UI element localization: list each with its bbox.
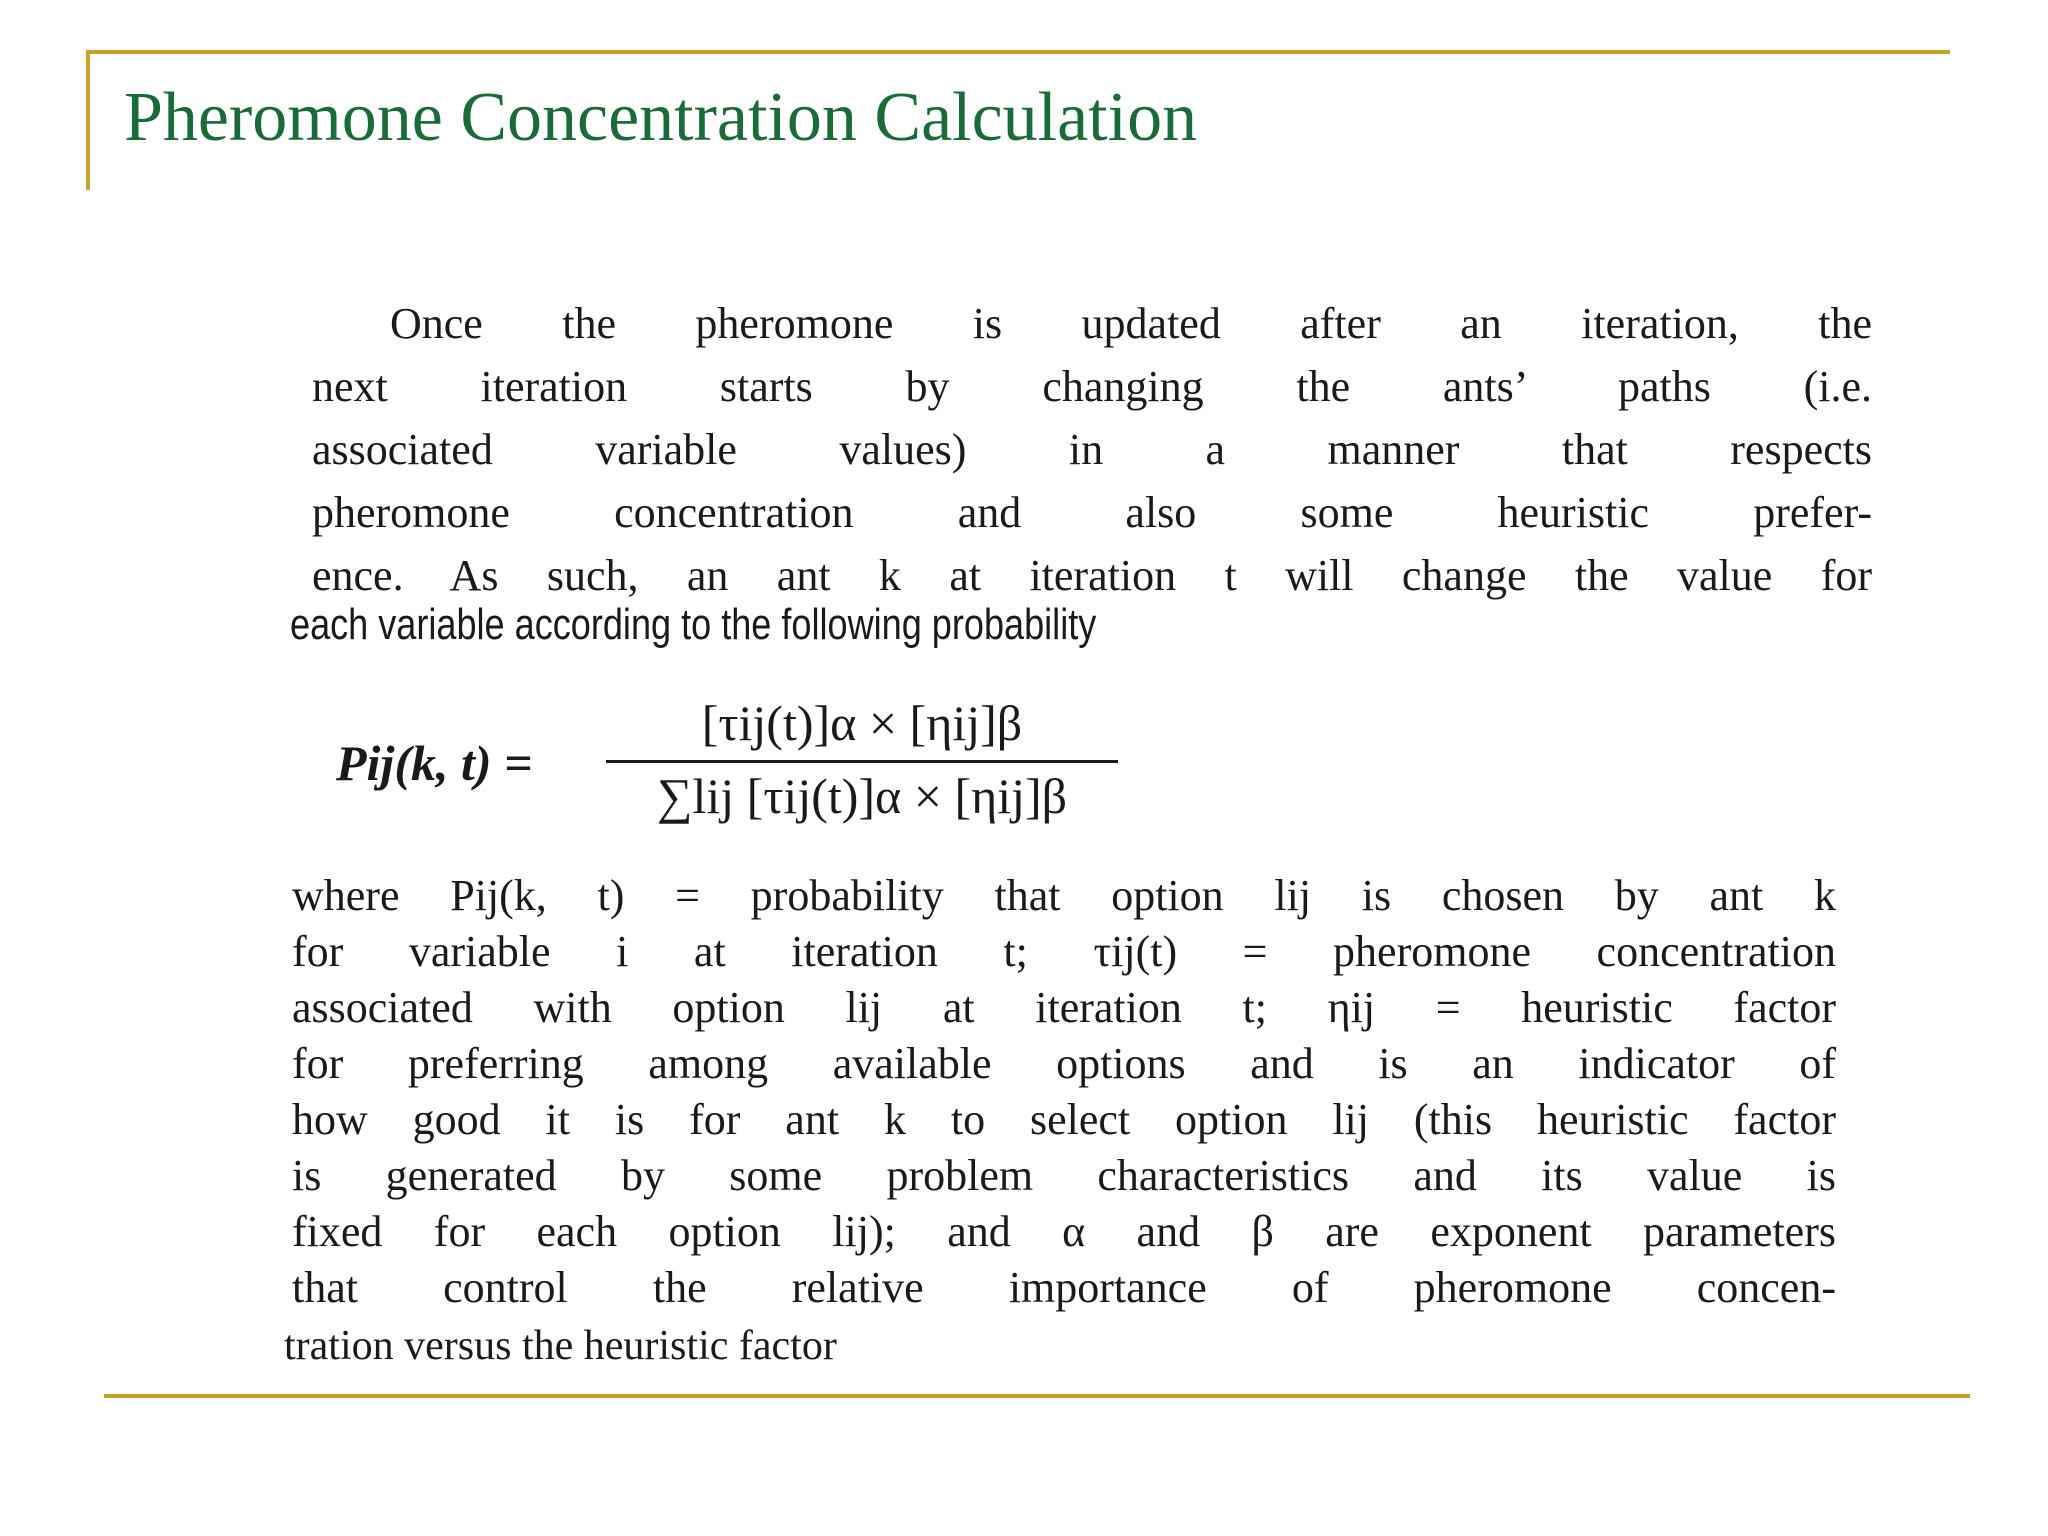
text-line: where Pij(k, t) = probability that option lij is chosen by ant k — [292, 871, 1836, 920]
paragraph-intro — [312, 292, 1872, 607]
text-line: pheromone concentration and also some heuristic prefer- — [312, 488, 1872, 537]
formula-fraction — [606, 694, 1118, 825]
text-line: that control the relative importance of pheromone concen- — [292, 1263, 1836, 1312]
text-line: next iteration starts by changing the ants’ paths (i.e. — [312, 362, 1872, 411]
formula-denominator: ∑lij [τij(t)]α × [ηij]β — [656, 768, 1068, 824]
left-rule — [86, 50, 90, 190]
text-line: for preferring among available options and is an indicator of — [292, 1039, 1836, 1088]
paragraph-definitions — [292, 868, 1836, 1316]
text-line: associated with option lij at iteration t; ηij = heuristic factor — [292, 983, 1836, 1032]
text-line: fixed for each option lij); and α and β are exponent parameters — [292, 1207, 1836, 1256]
formula-lhs: Pij(k, t) = — [336, 735, 533, 791]
bottom-rule — [104, 1394, 1970, 1398]
paragraph-definitions-tail: tration versus the heuristic factor — [284, 1323, 837, 1369]
formula-numerator: [τij(t)]α × [ηij]β — [701, 695, 1023, 751]
text-line: for variable i at iteration t; τij(t) = pheromone concentration — [292, 927, 1836, 976]
text-line: ence. As such, an ant k at iteration t will change the value for — [312, 551, 1872, 600]
text-line: is generated by some problem characteristics and its value is — [292, 1151, 1836, 1200]
slide-title: Pheromone Concentration Calculation — [124, 79, 1198, 156]
fraction-bar — [606, 760, 1118, 763]
paragraph-intro-tail: each variable according to the following probability — [290, 600, 1097, 649]
text-line: Once the pheromone is updated after an iteration, the — [390, 299, 1872, 348]
text-line: how good it is for ant k to select option lij (this heuristic factor — [292, 1095, 1836, 1144]
text-line: associated variable values) in a manner that respects — [312, 425, 1872, 474]
probability-formula — [336, 694, 1336, 844]
top-rule — [86, 50, 1950, 54]
